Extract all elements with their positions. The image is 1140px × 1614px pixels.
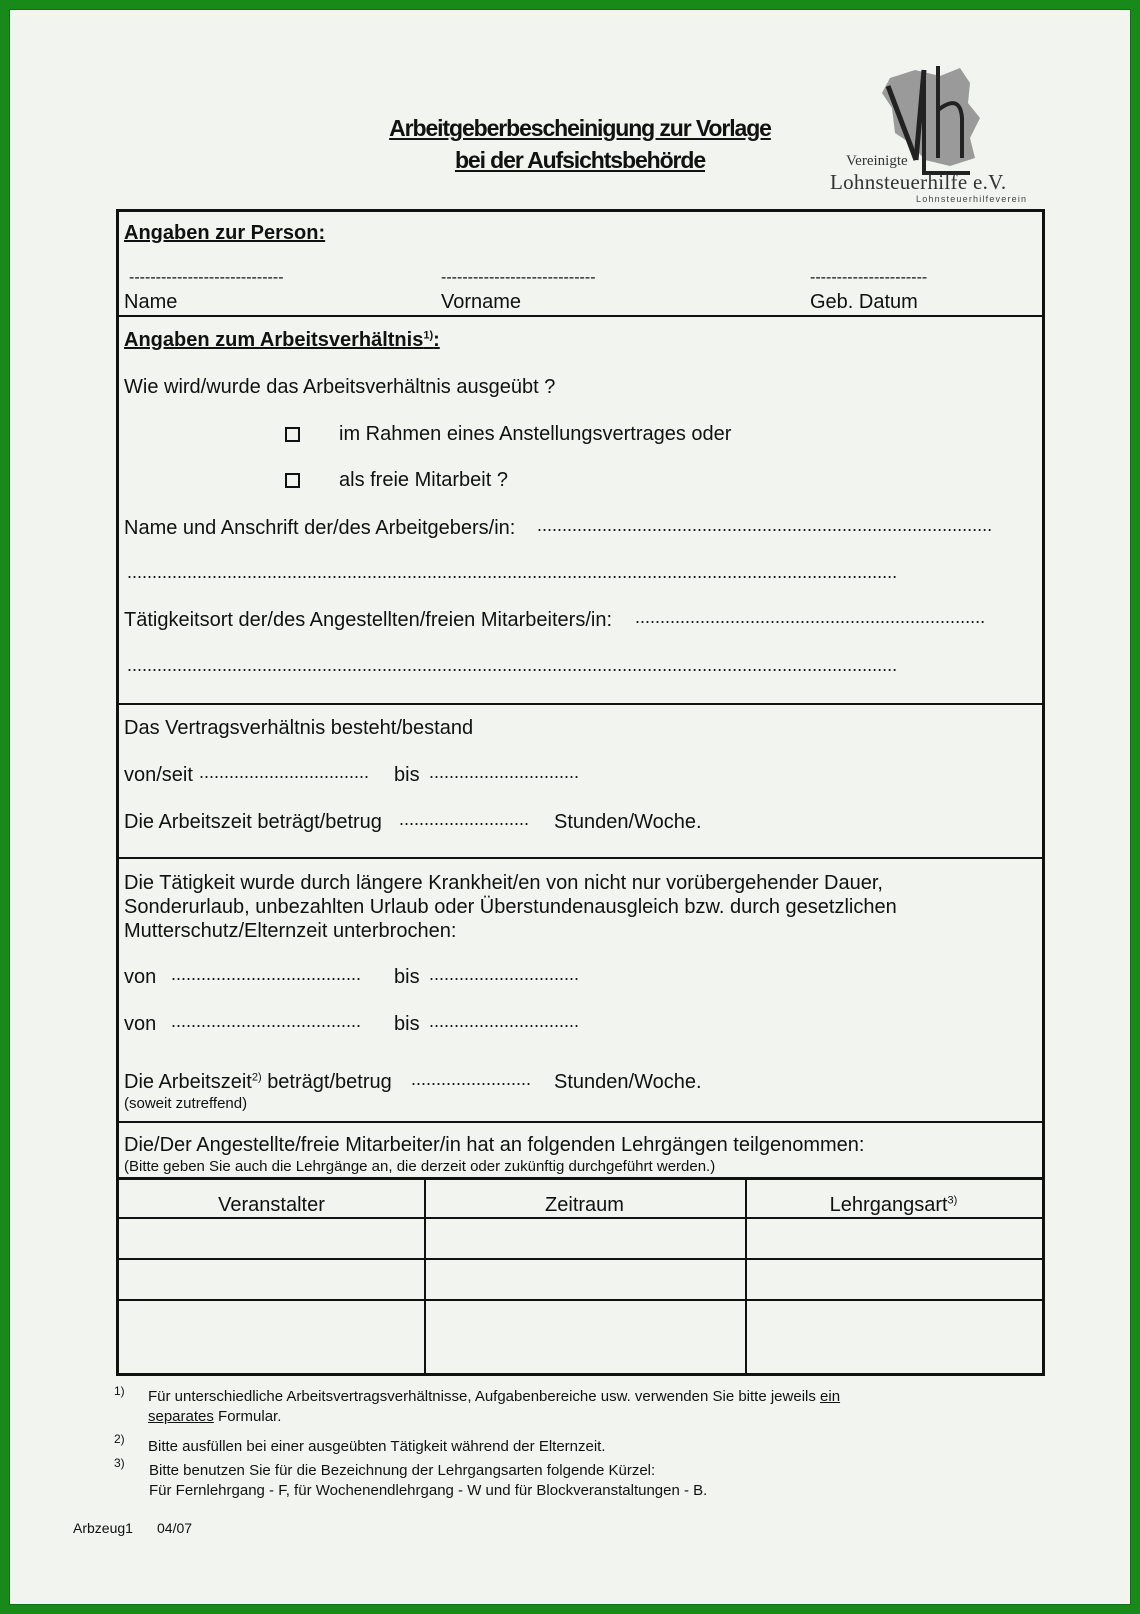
document-page (9, 9, 1131, 1605)
place-dots[interactable]: ...................................................................... (635, 607, 986, 627)
person-heading: Angaben zur Person: (124, 222, 326, 244)
footnote-1-number: 1) (114, 1384, 125, 1398)
table-top-border (119, 1177, 1042, 1180)
contract-from-label: von/seit (124, 764, 193, 786)
interruption-bis-label: bis (394, 966, 420, 988)
employment-question: Wie wird/wurde das Arbeitsverhältnis ausgeübt ? (124, 376, 556, 398)
interruption-text-2: Sonderurlaub, unbezahlten Urlaub oder Überstundenausgleich bzw. durch gesetzlichen (124, 896, 897, 918)
form-date: 04/07 (157, 1520, 193, 1536)
document-title (310, 112, 850, 176)
table-cell-veranstalter-1[interactable] (119, 1219, 424, 1258)
title-line-1: Arbeitgeberbescheinigung zur Vorlage (389, 115, 771, 141)
footnote-3-text: Bitte benutzen Sie für die Bezeichnung der Lehrgangsarten folgende Kürzel: (149, 1462, 656, 1479)
table-cell-veranstalter-2[interactable] (119, 1260, 424, 1299)
table-cell-lehrgangsart-3[interactable] (747, 1301, 1042, 1373)
checkbox-freie-mitarbeit[interactable] (285, 473, 300, 488)
employer-label: Name und Anschrift der/des Arbeitgebers/in: (124, 517, 516, 539)
logo-word-vereinigte: Vereinigte (846, 153, 908, 169)
interruption-von-label: von (124, 966, 157, 988)
interruption-bis-label-2: bis (394, 1013, 420, 1035)
hours-label: Die Arbeitszeit beträgt/betrug (124, 811, 382, 833)
logo-word-lohnsteuerhilfe: Lohnsteuerhilfe e.V. (830, 170, 1007, 194)
interruption-text-1: Die Tätigkeit wurde durch längere Krankheit/en von nicht nur vorübergehender Dauer, (124, 872, 883, 894)
geb-datum-label: Geb. Datum (810, 291, 918, 313)
contract-to-dots[interactable]: .............................. (429, 762, 580, 782)
table-cell-zeitraum-1[interactable] (426, 1219, 745, 1258)
place-label: Tätigkeitsort der/des Angestellten/freien Mitarbeiters/in: (124, 609, 613, 631)
table-cell-zeitraum-3[interactable] (426, 1301, 745, 1373)
interruption-hours-unit: Stunden/Woche. (554, 1071, 702, 1093)
employment-heading: Angaben zum Arbeitsverhältnis$^{1)}$: (124, 329, 440, 351)
interruption-text-3: Mutterschutz/Elternzeit unterbrochen: (124, 920, 457, 942)
footnote-3-text-2: Für Fernlehrgang - F, für Wochenendlehrgang - W und für Blockveranstaltungen - B. (149, 1482, 708, 1499)
table-cell-lehrgangsart-2[interactable] (747, 1260, 1042, 1299)
interruption-bis-dots[interactable]: .............................. (429, 964, 580, 984)
interruption-von-label-2: von (124, 1013, 157, 1035)
place-dots-line-2[interactable]: .......................................................................................................................................................... (127, 655, 898, 675)
footnote-2-number: 2) (114, 1432, 125, 1446)
logo-word-lohnsteuerhilfeverein: Lohnsteuerhilfeverein (916, 194, 1028, 204)
interruption-bis-dots-2[interactable]: .............................. (429, 1011, 580, 1031)
table-cell-veranstalter-3[interactable] (119, 1301, 424, 1373)
contract-to-label: bis (394, 764, 420, 786)
divider (119, 1121, 1042, 1123)
contract-line: Das Vertragsverhältnis besteht/bestand (124, 717, 474, 739)
divider (119, 315, 1042, 317)
name-label: Name (124, 291, 178, 313)
footnote-1-text: Für unterschiedliche Arbeitsvertragsverhältnisse, Aufgabenbereiche usw. verwenden Sie bitte jeweils ein (148, 1388, 841, 1405)
form-box (116, 209, 1045, 1376)
col-header-lehrgangsart: Lehrgangsart$^{3)}$ (829, 1194, 958, 1216)
table-cell-zeitraum-2[interactable] (426, 1260, 745, 1299)
hours-unit: Stunden/Woche. (554, 811, 702, 833)
vorname-label: Vorname (441, 291, 522, 313)
checkbox-anstellungsvertrag[interactable] (285, 427, 300, 442)
geb-dash-line: ---------------------- (810, 269, 928, 286)
contract-from-dots[interactable]: .................................. (199, 762, 370, 782)
interruption-hours-dots[interactable]: ........................ (411, 1069, 532, 1089)
name-dash-line: ----------------------------- (129, 269, 284, 286)
col-header-zeitraum: Zeitraum (545, 1194, 624, 1216)
interruption-hours-label: Die Arbeitszeit$^{2)}$ beträgt/betrug (124, 1071, 392, 1093)
interruption-von-dots[interactable]: ...................................... (171, 964, 362, 984)
vorname-dash-line: ----------------------------- (441, 269, 596, 286)
courses-text: Die/Der Angestellte/freie Mitarbeiter/in hat an folgenden Lehrgängen teilgenommen: (124, 1134, 865, 1156)
option-freie-mitarbeit-label: als freie Mitarbeit ? (339, 469, 508, 491)
footnote-2-text: Bitte ausfüllen bei einer ausgeübten Tätigkeit während der Elternzeit. (148, 1438, 606, 1455)
option-anstellungsvertrag-label: im Rahmen eines Anstellungsvertrages oder (339, 423, 732, 445)
col-header-veranstalter: Veranstalter (218, 1194, 325, 1216)
courses-note: (Bitte geben Sie auch die Lehrgänge an, die derzeit oder zukünftig durchgeführt werden.) (124, 1158, 716, 1175)
form-code: Arbzeug1 (73, 1520, 133, 1536)
divider (119, 703, 1042, 705)
divider (119, 857, 1042, 859)
interruption-note: (soweit zutreffend) (124, 1095, 248, 1112)
employer-dots[interactable]: ........................................................................................... (537, 515, 993, 535)
footnote-1-text-2: separates Formular. (148, 1408, 282, 1425)
interruption-von-dots-2[interactable]: ...................................... (171, 1011, 362, 1031)
employer-dots-line-2[interactable]: .......................................................................................................................................................... (127, 562, 898, 582)
vlh-logo (820, 48, 1050, 208)
title-line-2: bei der Aufsichtsbehörde (454, 147, 706, 173)
table-cell-lehrgangsart-1[interactable] (747, 1219, 1042, 1258)
footnote-3-number: 3) (114, 1456, 125, 1470)
hours-dots[interactable]: .......................... (399, 809, 530, 829)
